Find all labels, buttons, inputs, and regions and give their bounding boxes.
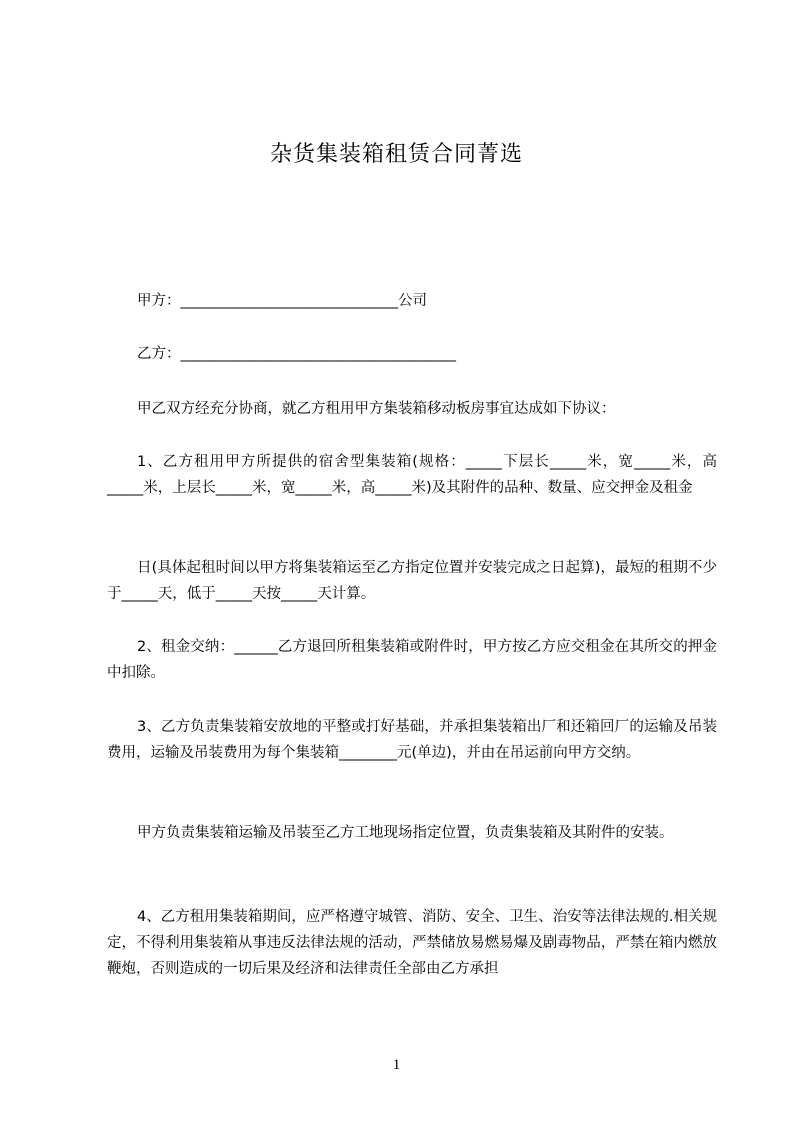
clause-3: 3、乙方负责集装箱安放地的平整或打好基础，并承担集装箱出厂和还箱回厂的运输及吊装费用，运输及吊装费用为每个集装箱________元(单边)，并由在吊运前向甲方交纳。 (107, 719, 717, 761)
party-b-line: 乙方：______________________________________ (137, 346, 456, 362)
clause-4: 4、乙方租用集装箱期间，应严格遵守城管、消防、安全、卫生、治安等法律法规的.相关规定，不得利用集装箱从事违反法律法规的活动，严禁储放易燃易爆及剧毒物品，严禁在箱内燃放鞭炮，否则造成的一切后果及经济和法律责任全部由乙方承担 (107, 909, 717, 977)
clause-1: 1、乙方租用甲方所提供的宿舍型集装箱(规格：_____下层长_____米，宽_____米，高_____米，上层长_____米，宽_____米，高_____米)及其附件的品种、数量、应交押金及租金 (107, 454, 717, 496)
clause-3-party-a: 甲方负责集装箱运输及吊装至乙方工地现场指定位置，负责集装箱及其附件的安装。 (137, 825, 674, 841)
clause-2: 2、租金交纳：______乙方退回所租集装箱或附件时，甲方按乙方应交租金在其所交的押金中扣除。 (107, 639, 717, 681)
agreement-intro: 甲乙双方经充分协商，就乙方租用甲方集装箱移动板房事宜达成如下协议： (137, 401, 616, 417)
document-title: 杂货集装箱租赁合同菁选 (269, 142, 523, 167)
page-number: 1 (392, 1057, 401, 1073)
clause-1-term: 日(具体起租时间以甲方将集装箱运至乙方指定位置并安装完成之日起算)，最短的租期不少于_____天，低于_____天按_____天计算。 (107, 560, 717, 602)
party-a-line: 甲方：______________________________公司 (137, 293, 427, 309)
